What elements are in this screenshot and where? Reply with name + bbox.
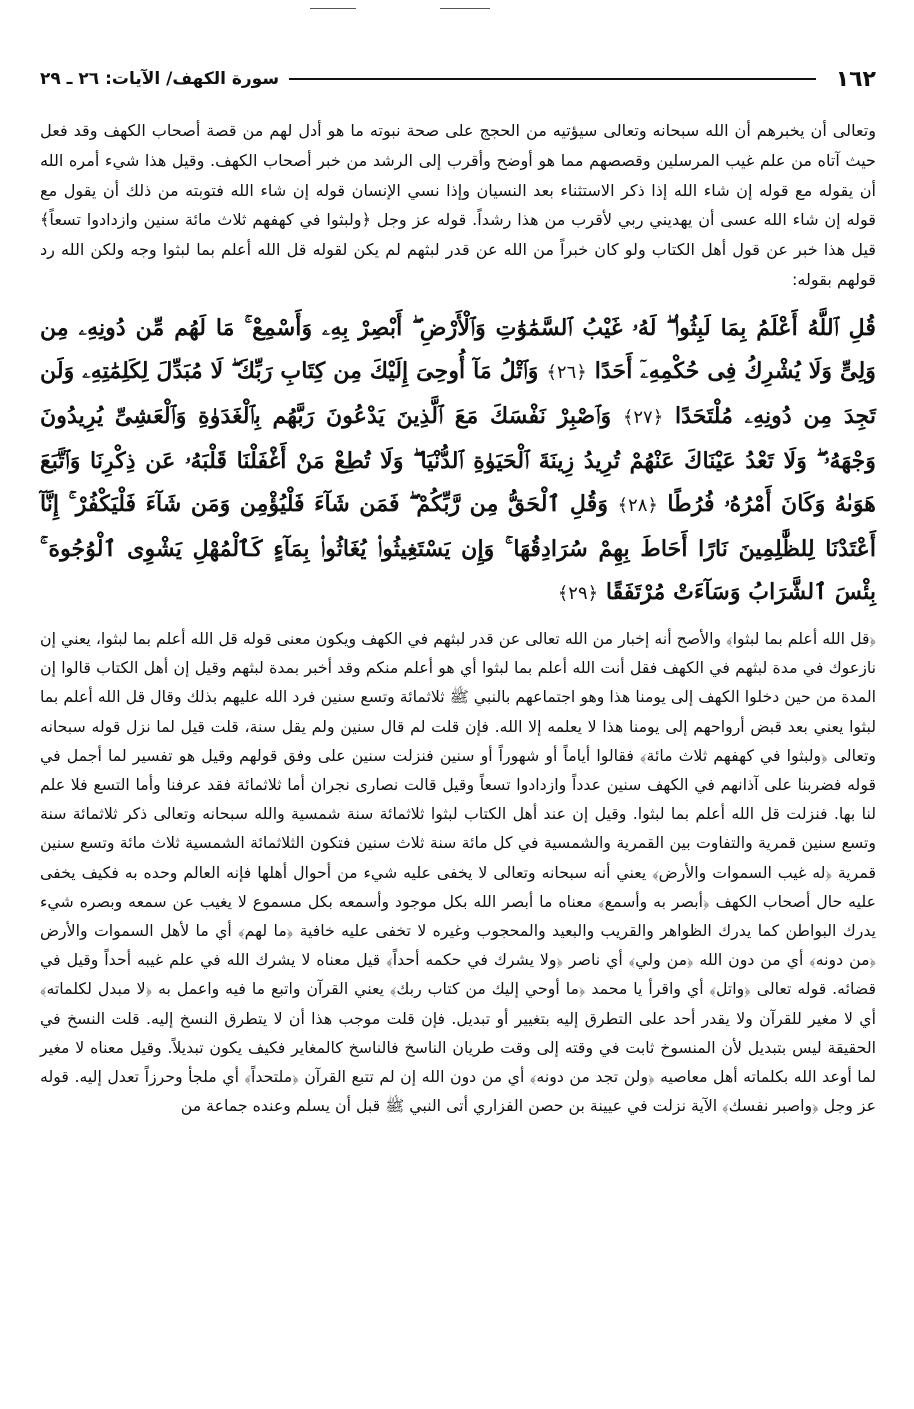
running-title: سورة الكهف/ الآيات: ٢٦ ـ ٢٩ <box>40 69 280 89</box>
verse-29: وَقُلِ ٱلْحَقُّ مِن رَّبِّكُمْ ۖ فَمَن شَآءَ فَلْيُؤْمِن وَمَن شَآءَ فَلْيَكْفُرْ ۚ إِنَّآ أَعْتَدْنَا لِلظَّٰلِمِينَ نَارًا أَحَاطَ بِهِمْ سُرَادِقُهَا ۚ وَإِن يَسْتَغِيثُوا۟ يُغَاثُوا۟ بِمَآءٍ كَٱلْمُهْلِ يَشْوِى ٱلْوُجُوهَ ۚ بِئْسَ ٱلشَّرَابُ وَسَآءَتْ مُرْتَفَقًا <box>40 491 876 606</box>
ayah-number-29: ﴿٢٩﴾ <box>557 583 599 605</box>
ayah-number-28: ﴿٢٨﴾ <box>617 495 658 517</box>
page-body <box>40 116 876 1120</box>
verse-27: وَٱتْلُ مَآ أُوحِىَ إِلَيْكَ مِن كِتَابِ رَبِّكَ ۖ لَا مُبَدِّلَ لِكَلِمَٰتِهِۦ وَلَن تَجِدَ مِن دُونِهِۦ مُلْتَحَدًا <box>40 358 876 429</box>
ayah-number-26: ﴿٢٦﴾ <box>546 362 587 384</box>
verse-28: وَٱصْبِرْ نَفْسَكَ مَعَ ٱلَّذِينَ يَدْعُونَ رَبَّهُم بِٱلْغَدَوٰةِ وَٱلْعَشِىِّ يُرِيدُونَ وَجْهَهُۥ ۖ وَلَا تَعْدُ عَيْنَاكَ عَنْهُمْ تُرِيدُ زِينَةَ ٱلْحَيَوٰةِ ٱلدُّنْيَا ۖ وَلَا تُطِعْ مَنْ أَغْفَلْنَا قَلْبَهُۥ عَن ذِكْرِنَا وَٱتَّبَعَ هَوَىٰهُ وَكَانَ أَمْرُهُۥ فُرُطًا <box>40 402 877 518</box>
ayah-number-27: ﴿٢٧﴾ <box>622 406 664 428</box>
intro-paragraph: وتعالى أن يخبرهم أن الله سبحانه وتعالى سيؤتيه من الحجج على صحة نبوته ما هو أدل لهم من قصة أصحاب الكهف وقد فعل حيث آتاه من علم غيب المرسلين وقصصهم مما هو أوضح وأقرب إلى الرشد من خبر أصحاب الكهف. وقيل هذا شيء أمره الله أن يقوله مع قوله إن شاء الله إذا ذكر الاستثناء بعد النسيان وإذا نسي الإنسان قوله إن شاء الله فتوبته من ذلك أن يقول مع قوله إن شاء الله عسى أن يهديني ربي لأقرب من هذا رشداً. قوله عز وجل ﴿ولبثوا في كهفهم ثلاث مائة سنين وازدادوا تسعاً﴾ قيل هذا خبر عن قول أهل الكتاب ولو كان خبراً من الله عن قدر لبثهم لم يكن لقوله قل الله أعلم بما لبثوا وجه ولكن الله رد قولهم بقوله: <box>40 121 876 289</box>
page-header <box>40 62 876 96</box>
commentary-paragraph: ﴿قل الله أعلم بما لبثوا﴾ والأصح أنه إخبار من الله تعالى عن قدر لبثهم في الكهف ويكون معنى قوله قل الله أعلم بما لبثوا، يعني إن نازعوك في مدة لبثهم في الكهف فقل أنت الله أعلم بما لبثوا أي هو أعلم منكم وقد أخبر بمدة لبثهم وقيل إن أهل الكتاب قالوا إن المدة من حين دخلوا الكهف إلى يومنا هذا وهو اجتماعهم بالنبي ﷺ ثلاثمائة وتسع سنين فرد الله عليهم بذلك وقال قل الله أعلم بما لبثوا يعني بعد قبض أرواحهم إلى يومنا هذا لا يعلمه إلا الله. فإن قلت لم قال سنين ولم يقل سنة، قلت قيل لما نزل قوله سبحانه وتعالى ﴿ولبثوا في كهفهم ثلاث مائة﴾ فقالوا أياماً أو شهوراً أو سنين فنزلت سنين على وفق قولهم وقيل هو تفسير لما أجمل في قوله فضربنا على آذانهم في الكهف سنين عدداً وازدادوا تسعاً وقيل قالت نصارى نجران أما ثلاثمائة فقد عرفنا وأما التسع فلا علم لنا بها. فنزلت قل الله أعلم بما لبثوا. وقيل إن عند أهل الكتاب لبثوا ثلاثمائة سنة شمسية والله سبحانه وتعالى ذكر ثلاثمائة سنة وتسع سنين قمرية والتفاوت بين القمرية والشمسية في كل مائة سنة ثلاث سنين فتكون الثلاثمائة الشمسية ثلاث مائة وتسع سنين قمرية ﴿له غيب السموات والأرض﴾ يعني أنه سبحانه وتعالى لا يخفى عليه شيء من أحوال أهلها فإنه العالم وحده به فكيف يخفى عليه حال أصحاب الكهف ﴿أبصر به وأسمع﴾ معناه ما أبصر الله بكل موجود وأسمعه بكل مسموع لا يغيب عن سمعه وبصره شيء يدرك البواطن كما يدرك الظواهر والقريب والبعيد والمحجوب وغيره لا تخفى عليه خافية ﴿ما لهم﴾ أي ما لأهل السموات والأرض ﴿من دونه﴾ أي من دون الله ﴿من ولي﴾ أي ناصر ﴿ولا يشرك في حكمه أحداً﴾ قيل معناه لا يشرك الله في علم غيبه أحداً وقيل في قضائه. قوله تعالى ﴿واتل﴾ أي واقرأ يا محمد ﴿ما أوحي إليك من كتاب ربك﴾ يعني القرآن واتبع ما فيه واعمل به ﴿لا مبدل لكلماته﴾ أي لا مغير للقرآن ولا يقدر أحد على التطرق إليه بتغيير أو تبديل. فإن قلت موجب هذا أن لا يتطرق النسخ إليه. قلت النسخ في الحقيقة ليس بتبديل لأن المنسوخ ثابت في وقته إلى وقت طريان الناسخ فالناسخ كالمغاير فكيف يكون تبديلاً. وقيل معناه لا مغير لما أوعد الله بكلماته أهل معاصيه ﴿ولن تجد من دونه﴾ أي من دون الله إن لم تتبع القرآن ﴿ملتحداً﴾ أي ملجأ وحرزاً تعدل إليه. قوله عز وجل ﴿واصبر نفسك﴾ الآية نزلت في عيينة بن حصن الفزاري أتى النبي ﷺ قبل أن يسلم وعنده جماعة من <box>40 628 876 1116</box>
header-rule <box>289 78 816 80</box>
quran-verses-block <box>40 307 876 616</box>
scan-top-marks <box>0 0 914 20</box>
verse-26: قُلِ ٱللَّهُ أَعْلَمُ بِمَا لَبِثُوا۟ ۖ لَهُۥ غَيْبُ ٱلسَّمَٰوَٰتِ وَٱلْأَرْضِ ۖ أَبْصِرْ بِهِۦ وَأَسْمِعْ ۚ مَا لَهُم مِّن دُونِهِۦ مِن وَلِىٍّ وَلَا يُشْرِكُ فِى حُكْمِهِۦٓ أَحَدًا <box>40 314 876 385</box>
page-number: ١٦٢ <box>835 66 876 92</box>
